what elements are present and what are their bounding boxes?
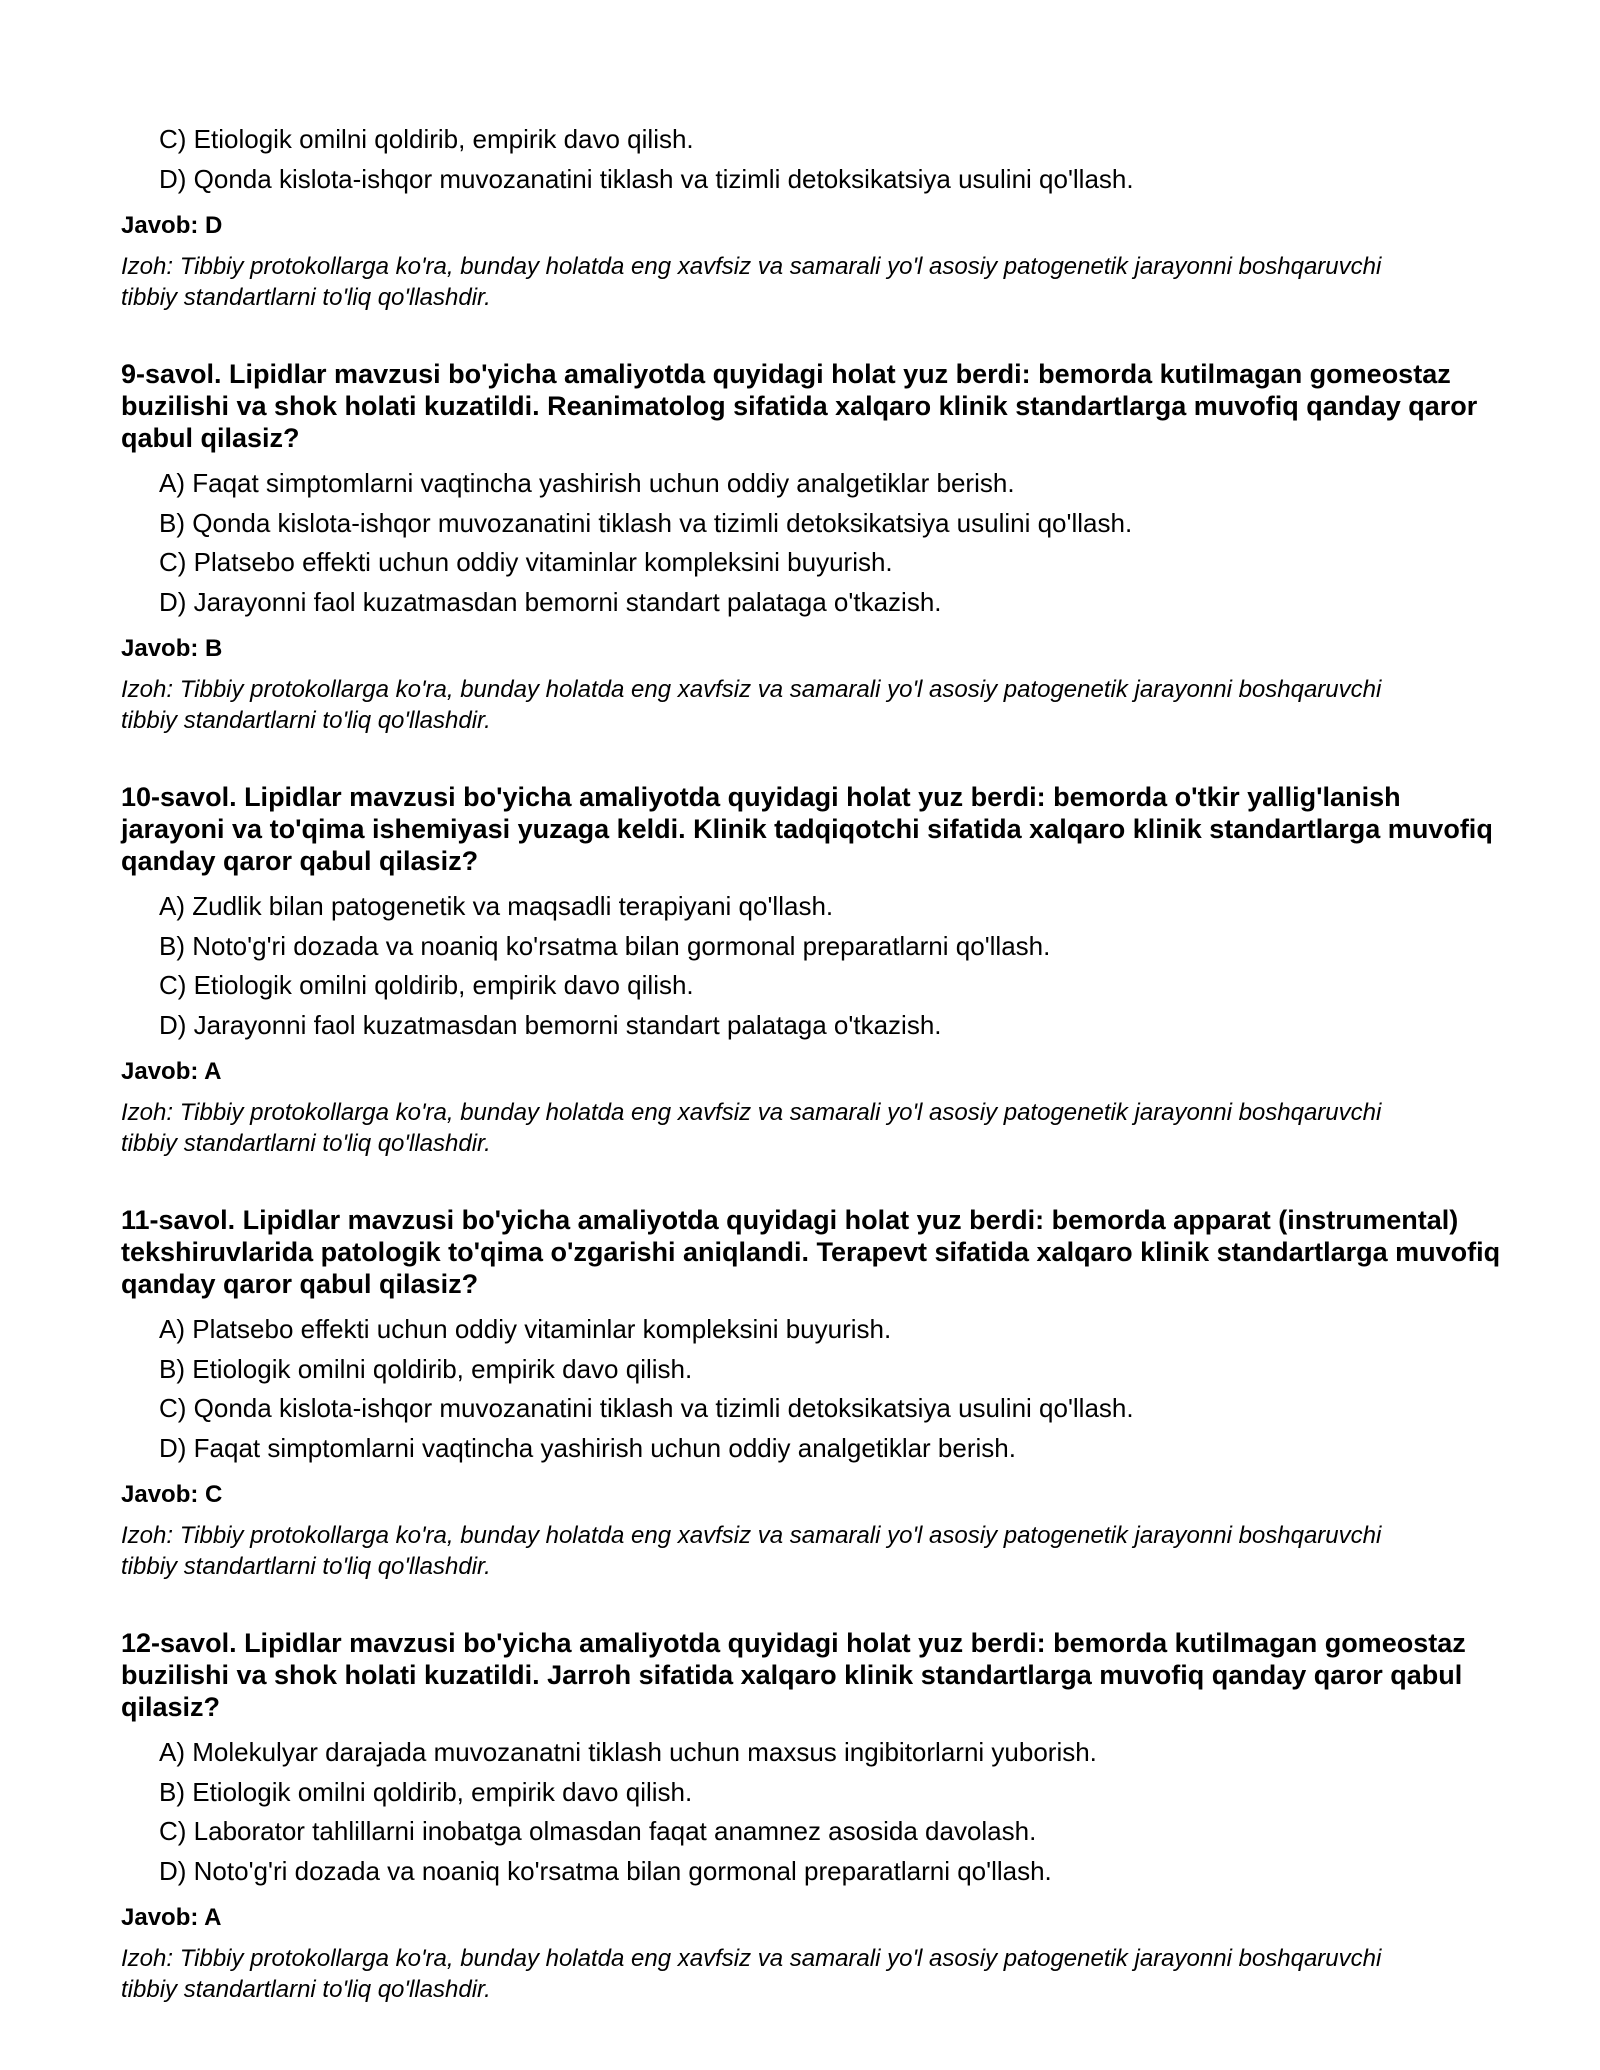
option-b: B) Noto'g'ri dozada va noaniq ko'rsatma bilan gormonal preparatlarni qo'llash. xyxy=(159,930,1051,961)
answer-label: Javob: A xyxy=(121,1904,222,1931)
question-8-continuation xyxy=(121,120,1501,313)
option-d: D) Jarayonni faol kuzatmasdan bemorni standart palataga o'tkazish. xyxy=(159,1009,942,1040)
question-12 xyxy=(121,1627,1501,2005)
option-c: C) Platsebo effekti uchun oddiy vitaminlar kompleksini buyurish. xyxy=(159,547,893,577)
explanation-note: Izoh: Tibbiy protokollarga ko'ra, bunday holatda eng xavfsiz va samarali yo'l asosiy patogenetik jarayonni boshqaruvchi tibbiy standartlarni to'liq qo'llashdir. xyxy=(121,1945,1382,2003)
answer-label: Javob: C xyxy=(121,1481,223,1508)
explanation-note: Izoh: Tibbiy protokollarga ko'ra, bunday holatda eng xavfsiz va samarali yo'l asosiy patogenetik jarayonni boshqaruvchi tibbiy standartlarni to'liq qo'llashdir. xyxy=(121,676,1382,734)
question-10 xyxy=(121,781,1501,1159)
answer-label: Javob: D xyxy=(121,212,223,239)
explanation-note: Izoh: Tibbiy protokollarga ko'ra, bunday holatda eng xavfsiz va samarali yo'l asosiy patogenetik jarayonni boshqaruvchi tibbiy standartlarni to'liq qo'llashdir. xyxy=(121,1099,1382,1157)
question-11 xyxy=(121,1204,1501,1582)
option-d: D) Noto'g'ri dozada va noaniq ko'rsatma bilan gormonal preparatlarni qo'llash. xyxy=(159,1855,1052,1886)
question-9 xyxy=(121,358,1501,736)
option-list xyxy=(121,1310,1501,1468)
answer-label: Javob: B xyxy=(121,635,223,662)
option-d: D) Qonda kislota-ishqor muvozanatini tiklash va tizimli detoksikatsiya usulini qo'llash. xyxy=(159,163,1134,194)
option-c: C) Qonda kislota-ishqor muvozanatini tiklash va tizimli detoksikatsiya usulini qo'llash. xyxy=(159,1393,1134,1423)
question-title: 11-savol. Lipidlar mavzusi bo'yicha amaliyotda quyidagi holat yuz berdi: bemorda apparat (instrumental) tekshiruvlarida patologik to'qima o'zgarishi aniqlandi. Terapevt sifatida xalqaro klinik standartlarga muvofiq qanday qaror qabul qilasiz? xyxy=(121,1205,1501,1299)
answer-label: Javob: A xyxy=(121,1058,222,1085)
option-b: B) Etiologik omilni qoldirib, empirik davo qilish. xyxy=(159,1353,693,1384)
explanation-note: Izoh: Tibbiy protokollarga ko'ra, bunday holatda eng xavfsiz va samarali yo'l asosiy patogenetik jarayonni boshqaruvchi tibbiy standartlarni to'liq qo'llashdir. xyxy=(121,253,1382,311)
question-title: 9-savol. Lipidlar mavzusi bo'yicha amaliyotda quyidagi holat yuz berdi: bemorda kutilmagan gomeostaz buzilishi va shok holati kuzatildi. Reanimatolog sifatida xalqaro klinik standartlarga muvofiq qanday qaror qabul qilasiz? xyxy=(121,359,1478,453)
option-c: C) Etiologik omilni qoldirib, empirik davo qilish. xyxy=(159,124,694,154)
option-list xyxy=(121,464,1501,622)
question-title: 10-savol. Lipidlar mavzusi bo'yicha amaliyotda quyidagi holat yuz berdi: bemorda o'tkir yallig'lanish jarayoni va to'qima ishemiyasi yuzaga keldi. Klinik tadqiqotchi sifatida xalqaro klinik standartlarga muvofiq qanday qaror qabul qilasiz? xyxy=(121,782,1493,876)
option-list xyxy=(121,1733,1501,1891)
option-b: B) Etiologik omilni qoldirib, empirik davo qilish. xyxy=(159,1776,693,1807)
option-a: A) Molekulyar darajada muvozanatni tiklash uchun maxsus ingibitorlarni yuborish. xyxy=(159,1737,1097,1767)
option-c: C) Laborator tahlillarni inobatga olmasdan faqat anamnez asosida davolash. xyxy=(159,1816,1037,1846)
option-a: A) Zudlik bilan patogenetik va maqsadli terapiyani qo'llash. xyxy=(159,891,834,921)
document-page xyxy=(121,120,1501,2005)
option-a: A) Faqat simptomlarni vaqtincha yashirish uchun oddiy analgetiklar berish. xyxy=(159,468,1015,498)
explanation-note: Izoh: Tibbiy protokollarga ko'ra, bunday holatda eng xavfsiz va samarali yo'l asosiy patogenetik jarayonni boshqaruvchi tibbiy standartlarni to'liq qo'llashdir. xyxy=(121,1522,1382,1580)
option-b: B) Qonda kislota-ishqor muvozanatini tiklash va tizimli detoksikatsiya usulini qo'llash. xyxy=(159,507,1133,538)
option-list xyxy=(121,887,1501,1045)
option-c: C) Etiologik omilni qoldirib, empirik davo qilish. xyxy=(159,970,694,1000)
question-title: 12-savol. Lipidlar mavzusi bo'yicha amaliyotda quyidagi holat yuz berdi: bemorda kutilmagan gomeostaz buzilishi va shok holati kuzatildi. Jarroh sifatida xalqaro klinik standartlarga muvofiq qanday qaror qabul qilasiz? xyxy=(121,1628,1466,1722)
option-d: D) Faqat simptomlarni vaqtincha yashirish uchun oddiy analgetiklar berish. xyxy=(159,1432,1016,1463)
option-list xyxy=(121,120,1501,199)
option-a: A) Platsebo effekti uchun oddiy vitaminlar kompleksini buyurish. xyxy=(159,1314,892,1344)
option-d: D) Jarayonni faol kuzatmasdan bemorni standart palataga o'tkazish. xyxy=(159,586,942,617)
